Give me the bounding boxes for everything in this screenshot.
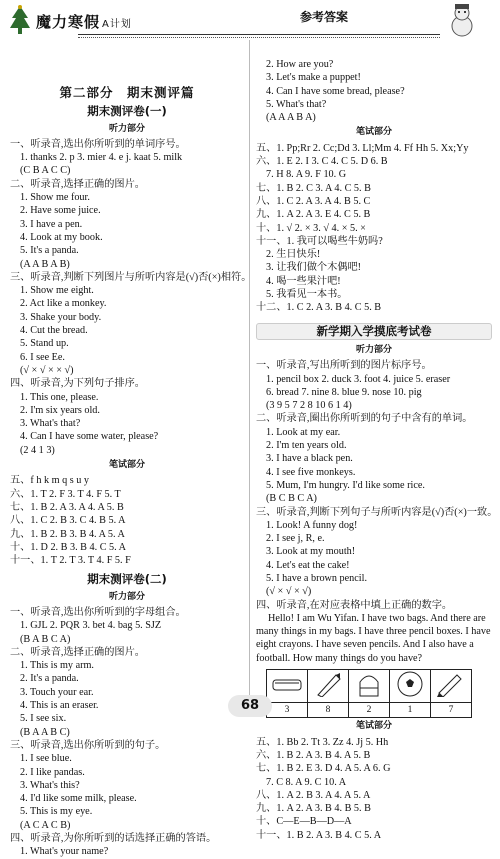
answer-line: 四、听录音,为下列句子排序。 xyxy=(10,378,145,390)
exam1-written-answers xyxy=(10,474,244,567)
answer-line: 1. Show me four. xyxy=(20,192,90,204)
bag-icon xyxy=(354,670,384,698)
exam3-title: 新学期入学摸底考试卷 xyxy=(256,323,492,340)
answer-line: 2. I'm ten years old. xyxy=(266,440,347,452)
snowman-mascot-icon xyxy=(442,2,482,38)
listening-passage: Hello! I am Wu Yifan. I have two bags. And there are many things in my bags. I have three pencil boxes. I have eight crayons. I have seven pencils. And I also have a football. How many things do you have? xyxy=(256,612,491,664)
answer-line: 1. Look! A funny dog! xyxy=(266,519,358,531)
exam3-writing-label: 笔试部分 xyxy=(355,721,392,732)
exam1-listening-label: 听力部分 xyxy=(108,123,145,134)
picture-number: 3 xyxy=(267,703,308,718)
answer-line: 3. What's that? xyxy=(20,418,81,430)
crayon-icon xyxy=(312,671,344,697)
exam2-written-answers xyxy=(256,142,492,315)
picture-cell xyxy=(390,670,431,703)
answer-line: 六、1. T 2. F 3. T 4. F 5. T xyxy=(10,488,121,500)
answer-line: 十、1. √ 2. × 3. √ 4. × 5. × xyxy=(256,222,366,234)
exam2-continued-answers xyxy=(256,58,492,124)
picture-cell xyxy=(349,670,390,703)
answer-line: (B A A B C) xyxy=(20,726,70,738)
answer-line: 1. Show me eight. xyxy=(20,285,94,297)
answer-line: 1. What's your name? xyxy=(20,846,109,858)
answer-line: 九、1. B 2. B 3. B 4. A 5. A xyxy=(10,528,125,540)
part-title: 第二部分 期末测评篇 xyxy=(59,85,195,100)
picture-number: 7 xyxy=(431,703,472,718)
header-rule xyxy=(78,34,440,35)
answer-line: (B A B C A) xyxy=(20,633,71,645)
answer-line: 6. I see Ee. xyxy=(20,351,65,363)
answer-line: 7. C 8. A 9. C 10. A xyxy=(266,776,347,788)
answer-line: 5. It's a panda. xyxy=(20,245,79,257)
answer-line: (A A B A B) xyxy=(20,258,70,270)
answer-line: 五、1. Pp;Rr 2. Cc;Dd 3. Ll;Mm 4. Ff Hh 5. Xx;Yy xyxy=(256,142,469,154)
answer-line: 一、听录音,写出所听到的图片标序号。 xyxy=(256,360,432,372)
answer-line: 六、1. B 2. A 3. B 4. A 5. B xyxy=(256,749,371,761)
answer-line: 5. I have a brown pencil. xyxy=(266,572,367,584)
answer-line: (2 4 1 3) xyxy=(20,444,55,456)
exam2-title: 期末测评卷(二) xyxy=(87,572,167,587)
answer-line: 4. Cut the bread. xyxy=(20,325,88,337)
answer-line: 2. I'm six years old. xyxy=(20,404,100,416)
picture-number-row xyxy=(267,703,472,718)
answer-line: 3. Look at my mouth! xyxy=(266,546,356,558)
answer-line: 1. This one, please. xyxy=(20,391,99,403)
answer-line: 一、听录音,选出你所听到的单词序号。 xyxy=(10,138,186,150)
column-divider xyxy=(249,40,250,695)
answer-line: 七、1. B 2. E 3. D 4. A 5. A 6. G xyxy=(256,763,391,775)
answer-line: 一、听录音,选出你所听到的字母组合。 xyxy=(10,606,186,618)
answer-line: 1. pencil box 2. duck 3. foot 4. juice 5. eraser xyxy=(266,373,451,385)
answer-line: 5. 我看见一本书。 xyxy=(266,289,348,301)
brand-name: 魔力寒假 xyxy=(36,12,101,31)
brand-title xyxy=(36,11,132,32)
football-icon xyxy=(396,670,424,698)
answer-line: 十一、1. 我可以喝些牛奶吗? xyxy=(256,235,383,247)
answer-line: 1. thanks 2. p 3. mier 4. e j. kaat 5. milk xyxy=(20,152,183,164)
christmas-tree-icon xyxy=(8,4,32,38)
exam1-writing-label: 笔试部分 xyxy=(108,460,145,471)
answer-line: 2. I like pandas. xyxy=(20,766,85,778)
answer-line: 八、1. A 2. B 3. A 4. A 5. A xyxy=(256,789,371,801)
answer-line: 七、1. B 2. A 3. A 4. A 5. B xyxy=(10,501,124,513)
answer-line: 3. Let's make a puppet! xyxy=(266,72,361,84)
answer-line: 5. Mum, I'm hungry. I'd like some rice. xyxy=(266,479,425,491)
pencil-box-icon xyxy=(271,674,303,694)
exam2-listening-answers xyxy=(10,606,244,859)
answer-line: 三、听录音,判断下列句子与所听内容是(√)否(×)一致。 xyxy=(256,506,498,518)
answer-line: (B C B C A) xyxy=(266,493,317,505)
answer-line: 5. This is my eye. xyxy=(20,806,93,818)
answer-line: 二、听录音,选择正确的图片。 xyxy=(10,178,145,190)
answer-line: 1. I see blue. xyxy=(20,753,72,765)
answer-line: 3. Touch your ear. xyxy=(20,686,94,698)
answer-line: 十、C—E—B—D—A xyxy=(256,816,352,828)
answer-line: (A A A B A) xyxy=(266,112,316,124)
picture-answer-table xyxy=(266,669,472,718)
page-number: 68 xyxy=(228,695,272,717)
answer-line: 八、1. C 2. A 3. A 4. B 5. C xyxy=(256,195,371,207)
header-title: 参考答案 xyxy=(300,10,349,24)
answer-line: 7. H 8. A 9. F 10. G xyxy=(266,169,347,181)
answer-line: 九、1. A 2. A 3. B 4. B 5. B xyxy=(256,803,371,815)
exam3-listening-label: 听力部分 xyxy=(355,344,392,355)
answer-line: 4. I'd like some milk, please. xyxy=(20,793,137,805)
answer-line: 6. bread 7. nine 8. blue 9. nose 10. pig xyxy=(266,386,422,398)
picture-number: 8 xyxy=(308,703,349,718)
answer-line: 十一、1. B 2. A 3. B 4. C 5. A xyxy=(256,829,382,841)
answer-line: 九、1. A 2. A 3. E 4. C 5. B xyxy=(256,209,371,221)
answer-line: 四、听录音,在对应表格中填上正确的数字。 xyxy=(256,599,453,611)
answer-line: 4. 喝一些果汁吧! xyxy=(266,275,341,287)
answer-line: 二、听录音,圈出你所听到的句子中含有的单词。 xyxy=(256,413,473,425)
exam3-listening-answers xyxy=(256,359,498,612)
answer-line: 2. Act like a monkey. xyxy=(20,298,107,310)
answer-line: 3. What's this? xyxy=(20,779,80,791)
answer-line: 十一、1. T 2. T 3. T 4. F 5. F xyxy=(10,555,131,567)
answer-line: 2. 生日快乐! xyxy=(266,249,321,261)
answer-line: 4. This is an eraser. xyxy=(20,700,99,712)
answer-line: (C B A C C) xyxy=(20,165,71,177)
answer-line: (A C A C B) xyxy=(20,819,71,831)
picture-cell xyxy=(267,670,308,703)
answer-line: 八、1. C 2. B 3. C 4. B 5. A xyxy=(10,515,126,527)
right-column xyxy=(256,58,498,842)
answer-line: 四、听录音,为你所听到的话选择正确的答语。 xyxy=(10,833,217,845)
answer-line: 二、听录音,选择正确的图片。 xyxy=(10,646,145,658)
answer-line: 5. I see six. xyxy=(20,713,67,725)
picture-cell xyxy=(308,670,349,703)
answer-line: 十二、1. C 2. A 3. B 4. C 5. B xyxy=(256,302,382,314)
answer-line: 3. Shake your body. xyxy=(20,311,102,323)
answer-line: 2. How are you? xyxy=(266,59,334,70)
answer-line: 3. 让我们做个木偶吧! xyxy=(266,262,362,274)
answer-line: 2. Have some juice. xyxy=(20,205,101,217)
exam3-written-answers xyxy=(256,736,492,842)
exam2-listening-label: 听力部分 xyxy=(108,591,145,602)
answer-line: 1. Look at my ear. xyxy=(266,426,341,438)
answer-line: 三、听录音,选出你所听到的句子。 xyxy=(10,739,166,751)
answer-line: 七、1. B 2. C 3. A 4. C 5. B xyxy=(256,182,371,194)
answer-line: 1. This is my arm. xyxy=(20,660,94,672)
pencil-icon xyxy=(435,671,467,697)
answer-line: (√ × √ × × √) xyxy=(20,364,74,376)
answer-line: 十、1. D 2. B 3. B 4. C 5. A xyxy=(10,541,127,553)
answer-line: 4. Can I have some bread, please? xyxy=(266,85,405,97)
answer-line: 4. I see five monkeys. xyxy=(266,466,356,478)
exam2-writing-label: 笔试部分 xyxy=(355,127,392,138)
picture-number: 1 xyxy=(390,703,431,718)
brand-logo xyxy=(8,4,132,38)
answer-line: 4. Let's eat the cake! xyxy=(266,559,350,571)
answer-line: 5. What's that? xyxy=(266,98,327,110)
answer-line: 2. It's a panda. xyxy=(20,673,79,685)
answer-line: 五、1. Bb 2. Tt 3. Zz 4. Jj 5. Hh xyxy=(256,736,389,748)
answer-line: (√ × √ × √) xyxy=(266,586,312,598)
exam1-listening-answers xyxy=(10,138,252,457)
page-header xyxy=(0,0,500,44)
answer-line: (3 9 5 7 2 8 10 6 1 4) xyxy=(266,400,352,412)
answer-line: 三、听录音,判断下列图片与所听内容是(√)否(×)相符。 xyxy=(10,271,252,283)
answer-line: 1. GJL 2. PQR 3. bet 4. bag 5. SJZ xyxy=(20,620,162,632)
answer-line: 4. Can I have some water, please? xyxy=(20,431,159,443)
exam1-title: 期末测评卷(一) xyxy=(87,104,167,119)
answer-line: 3. I have a black pen. xyxy=(266,453,353,465)
answer-line: 五、f h k m q s u y xyxy=(10,475,89,487)
picture-cell xyxy=(431,670,472,703)
header-rule-dotted xyxy=(78,37,440,38)
answer-line: 3. I have a pen. xyxy=(20,218,83,230)
brand-subtitle: A计划 xyxy=(102,18,132,30)
answer-line: 六、1. E 2. I 3. C 4. C 5. D 6. B xyxy=(256,156,388,168)
answer-line: 2. I see j, R, e. xyxy=(266,533,325,545)
answer-line: 4. Look at my book. xyxy=(20,231,103,243)
answer-line: 5. Stand up. xyxy=(20,338,69,350)
picture-number: 2 xyxy=(349,703,390,718)
picture-row xyxy=(267,670,472,703)
